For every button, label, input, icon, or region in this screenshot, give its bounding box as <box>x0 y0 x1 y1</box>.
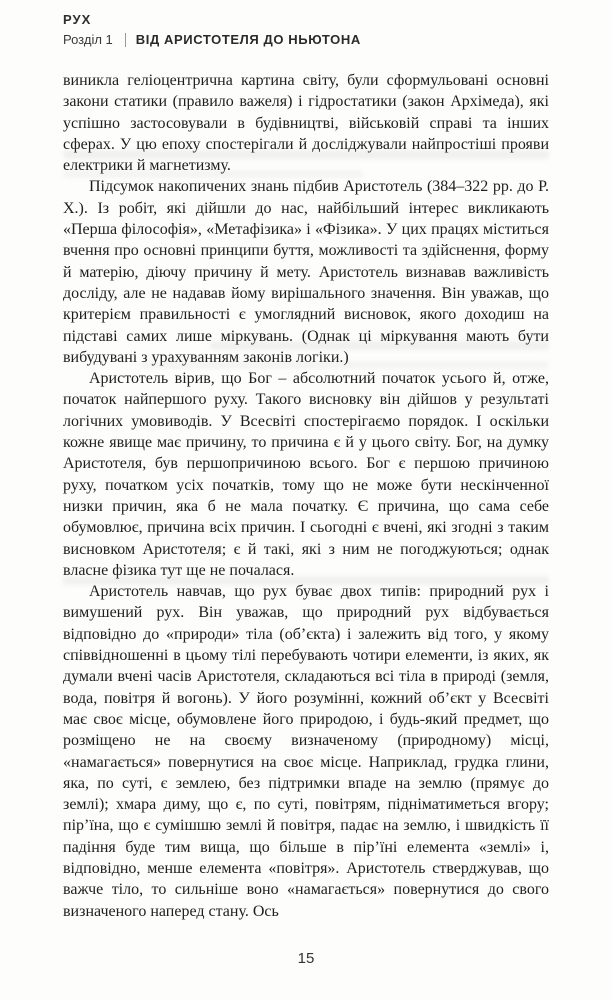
page-number: 15 <box>297 950 315 967</box>
body-paragraph: виникла геліоцентрична картина світу, були сформульовані основні закони статики (правило важеля) і гідростатики (закон Архімеда), які успішно застосовували в будівництві, військовій справі та інших сферах. У цю епоху спостерігали й досліджували найпростіші прояви електрики й магнетизму. <box>63 72 549 175</box>
chapter-header <box>63 31 549 49</box>
chapter-divider <box>125 33 126 47</box>
page-body <box>63 70 549 922</box>
chapter-label: Розділ 1 <box>63 32 113 47</box>
page-header <box>63 11 549 49</box>
running-title: РУХ <box>63 12 92 27</box>
body-paragraph: Аристотель навчав, що рух буває двох типів: природний рух і вимушений рух. Він уважав, що природний рух відбувається відповідно до «природи» тіла (об’єкта) і залежить від того, у якому співвідношенні в цьому тілі перебувають чотири елементи, із яких, як думали вчені часів Аристотеля, складаються всі тіла в природі (земля, вода, повітря й вогонь). У його розумінні, кожний об’єкт у Всесвіті має своє місце, обумовлене його природою, і будь-який предмет, що розміщено не на своєму визначеному (природному) місці, «намагається» повернутися на своє місце. Наприклад, грудка глини, яка, по суті, є землею, без підтримки впаде на землю (прямує до землі); хмара диму, що є, по суті, повітрям, підніматиметься вгору; пір’їна, що є сумішшю землі й повітря, падає на землю, і швидкість її падіння буде тим вища, що більше в пір’їні елемента «землі» і, відповідно, менше елемента «повітря». Аристотель стверджував, що важче тіло, то сильніше воно «намагається» повернутися до свого визначеного наперед стану. Ось <box>63 583 549 920</box>
chapter-title: ВІД АРИСТОТЕЛЯ ДО НЬЮТОНА <box>135 32 361 47</box>
page-footer <box>0 950 612 967</box>
body-paragraph: Аристотель вірив, що Бог – абсолютний початок усього й, отже, початок найпершого руху. Такого висновку він дійшов у результаті логічних умовиводів. У Всесвіті спостерігаємо порядок. І оскільки кожне явище має причину, то причина є й у цього світу. Бог, на думку Аристотеля, був першопричиною всього. Бог є першою причиною руху, початком усіх початків, тому що не може бути нескінченної низки причин, яка б не мала початку. Є причина, що сама себе обумовлює, причина всіх причин. І сьогодні є вчені, які згодні з таким висновком Аристотеля; є й такі, які з ним не погоджуються; однак власне фізика тут ще не почалася. <box>63 370 549 579</box>
body-paragraph: Підсумок накопичених знань підбив Аристотель (384–322 рр. до Р. Х.). Із робіт, які дійшли до нас, найбільший інтерес викликають «Перша філософія», «Метафізика» і «Фізика». У цих працях міститься вчення про основні принципи буття, можливості та здійснення, форму й матерію, діючу причину й мету. Аристотель визнавав важливість досліду, але не надавав йому вирішального значення. Він уважав, що критерієм правильності є умоглядний висновок, якого доходиш на підставі самих лише міркувань. (Однак ці міркування мають бути вибудувані з урахуванням законів логіки.) <box>63 178 549 366</box>
